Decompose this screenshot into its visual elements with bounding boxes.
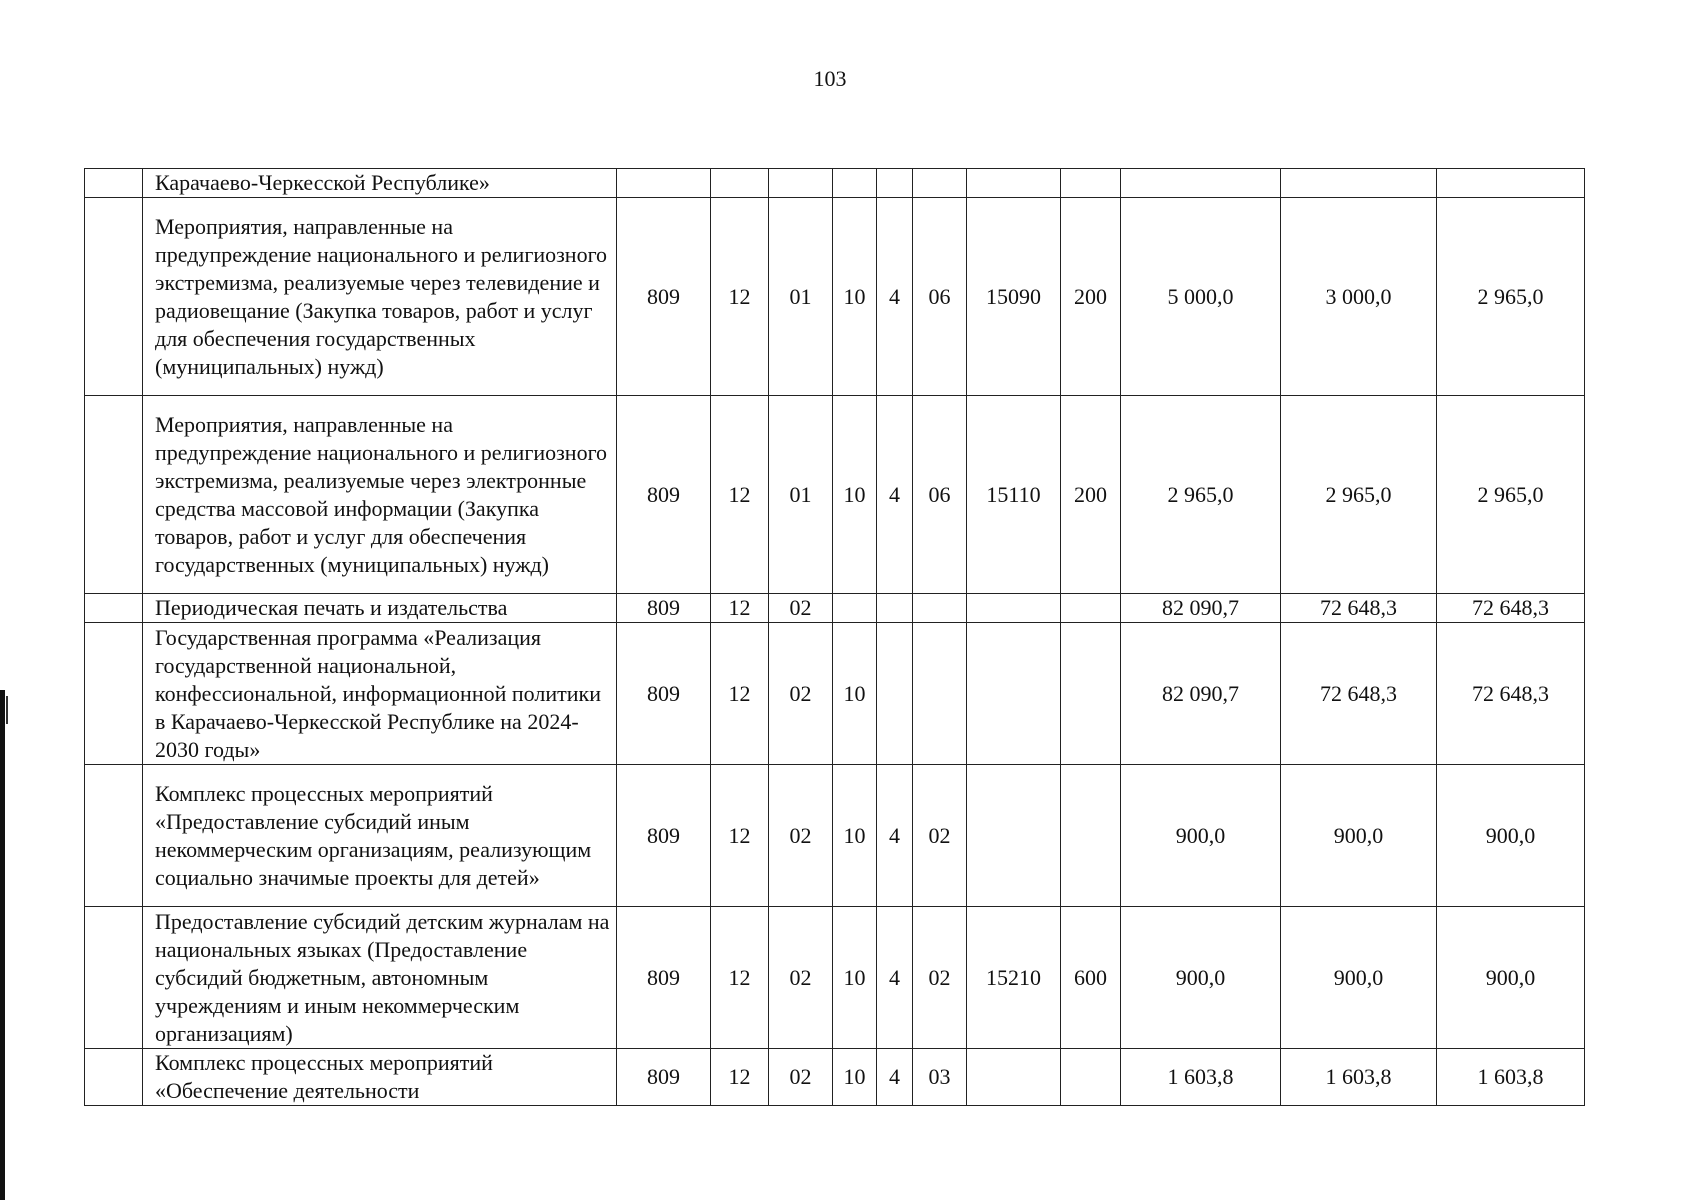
amount-year-2: 2 965,0	[1281, 396, 1437, 594]
amount-year-2: 900,0	[1281, 765, 1437, 907]
expense-type-code	[1061, 1049, 1121, 1106]
table-row	[85, 907, 1585, 1049]
subsection-code: 02	[769, 594, 833, 623]
expense-name: Карачаево-Черкесской Республике»	[143, 169, 617, 198]
table-row	[85, 198, 1585, 396]
section-code: 12	[711, 623, 769, 765]
row-number-cell	[85, 623, 143, 765]
target-code-1: 10	[833, 907, 877, 1049]
budget-table	[84, 168, 1585, 1106]
subsection-code: 01	[769, 198, 833, 396]
target-code-3: 03	[913, 1049, 967, 1106]
admin-code: 809	[617, 396, 711, 594]
table-row	[85, 594, 1585, 623]
expense-name: Мероприятия, направленные на предупреждение национального и религиозного экстремизма, реализуемые через электронные средства массовой информации (Закупка товаров, работ и услуг для обеспечения государственных (муниципальных) нужд)	[143, 396, 617, 594]
amount-year-3: 900,0	[1437, 765, 1585, 907]
subsection-code: 02	[769, 1049, 833, 1106]
target-code-3	[913, 169, 967, 198]
target-code-2	[877, 623, 913, 765]
target-code-2	[877, 594, 913, 623]
row-number-cell	[85, 169, 143, 198]
amount-year-2: 72 648,3	[1281, 623, 1437, 765]
target-code-2: 4	[877, 907, 913, 1049]
section-code: 12	[711, 1049, 769, 1106]
target-code-3: 02	[913, 907, 967, 1049]
admin-code: 809	[617, 594, 711, 623]
subsection-code: 02	[769, 765, 833, 907]
target-code-4	[967, 623, 1061, 765]
amount-year-3: 900,0	[1437, 907, 1585, 1049]
section-code: 12	[711, 765, 769, 907]
target-code-3	[913, 623, 967, 765]
section-code	[711, 169, 769, 198]
section-code: 12	[711, 907, 769, 1049]
target-code-1: 10	[833, 396, 877, 594]
row-number-cell	[85, 198, 143, 396]
section-code: 12	[711, 594, 769, 623]
amount-year-2: 1 603,8	[1281, 1049, 1437, 1106]
row-number-cell	[85, 1049, 143, 1106]
admin-code: 809	[617, 198, 711, 396]
table-row	[85, 623, 1585, 765]
target-code-3	[913, 594, 967, 623]
target-code-2: 4	[877, 765, 913, 907]
admin-code: 809	[617, 623, 711, 765]
target-code-4	[967, 1049, 1061, 1106]
amount-year-1	[1121, 169, 1281, 198]
amount-year-3: 2 965,0	[1437, 396, 1585, 594]
table-row	[85, 169, 1585, 198]
expense-type-code	[1061, 765, 1121, 907]
amount-year-2	[1281, 169, 1437, 198]
target-code-2: 4	[877, 396, 913, 594]
row-number-cell	[85, 907, 143, 1049]
section-code: 12	[711, 198, 769, 396]
subsection-code: 01	[769, 396, 833, 594]
amount-year-1: 900,0	[1121, 765, 1281, 907]
target-code-4	[967, 169, 1061, 198]
subsection-code: 02	[769, 907, 833, 1049]
target-code-2: 4	[877, 1049, 913, 1106]
target-code-3: 06	[913, 396, 967, 594]
admin-code: 809	[617, 765, 711, 907]
row-number-cell	[85, 594, 143, 623]
target-code-1: 10	[833, 198, 877, 396]
amount-year-1: 82 090,7	[1121, 594, 1281, 623]
amount-year-1: 5 000,0	[1121, 198, 1281, 396]
target-code-4: 15110	[967, 396, 1061, 594]
amount-year-1: 82 090,7	[1121, 623, 1281, 765]
target-code-4: 15090	[967, 198, 1061, 396]
page-number: 103	[813, 66, 847, 91]
admin-code: 809	[617, 907, 711, 1049]
target-code-4	[967, 594, 1061, 623]
expense-name: Государственная программа «Реализация государственной национальной, конфессиональной, информационной политики в Карачаево-Черкесской Республике на 2024-2030 годы»	[143, 623, 617, 765]
table-row	[85, 1049, 1585, 1106]
expense-type-code: 200	[1061, 396, 1121, 594]
expense-name: Мероприятия, направленные на предупреждение национального и религиозного экстремизма, реализуемые через телевидение и радиовещание (Закупка товаров, работ и услуг для обеспечения государственных (муниципальных) нужд)	[143, 198, 617, 396]
amount-year-2: 900,0	[1281, 907, 1437, 1049]
target-code-2: 4	[877, 198, 913, 396]
amount-year-3: 72 648,3	[1437, 623, 1585, 765]
row-number-cell	[85, 765, 143, 907]
amount-year-1: 1 603,8	[1121, 1049, 1281, 1106]
expense-name: Периодическая печать и издательства	[143, 594, 617, 623]
subsection-code: 02	[769, 623, 833, 765]
admin-code: 809	[617, 1049, 711, 1106]
amount-year-3: 72 648,3	[1437, 594, 1585, 623]
expense-type-code	[1061, 594, 1121, 623]
amount-year-3: 2 965,0	[1437, 198, 1585, 396]
target-code-4	[967, 765, 1061, 907]
admin-code	[617, 169, 711, 198]
row-number-cell	[85, 396, 143, 594]
amount-year-2: 72 648,3	[1281, 594, 1437, 623]
expense-type-code: 600	[1061, 907, 1121, 1049]
expense-type-code	[1061, 623, 1121, 765]
expense-name: Комплекс процессных мероприятий «Обеспечение деятельности	[143, 1049, 617, 1106]
scan-edge-mark	[0, 690, 5, 1200]
target-code-1	[833, 169, 877, 198]
target-code-4: 15210	[967, 907, 1061, 1049]
target-code-2	[877, 169, 913, 198]
target-code-1: 10	[833, 765, 877, 907]
subsection-code	[769, 169, 833, 198]
amount-year-2: 3 000,0	[1281, 198, 1437, 396]
scan-tick-mark	[6, 696, 8, 724]
table-row	[85, 396, 1585, 594]
target-code-1: 10	[833, 1049, 877, 1106]
amount-year-1: 900,0	[1121, 907, 1281, 1049]
expense-type-code: 200	[1061, 198, 1121, 396]
expense-type-code	[1061, 169, 1121, 198]
target-code-1	[833, 594, 877, 623]
expense-name: Предоставление субсидий детским журналам на национальных языках (Предоставление субсидий бюджетным, автономным учреждениям и иным некоммерческим организациям)	[143, 907, 617, 1049]
amount-year-1: 2 965,0	[1121, 396, 1281, 594]
expense-name: Комплекс процессных мероприятий «Предоставление субсидий иным некоммерческим организациям, реализующим социально значимые проекты для детей»	[143, 765, 617, 907]
table-row	[85, 765, 1585, 907]
target-code-1: 10	[833, 623, 877, 765]
target-code-3: 02	[913, 765, 967, 907]
amount-year-3	[1437, 169, 1585, 198]
amount-year-3: 1 603,8	[1437, 1049, 1585, 1106]
section-code: 12	[711, 396, 769, 594]
target-code-3: 06	[913, 198, 967, 396]
